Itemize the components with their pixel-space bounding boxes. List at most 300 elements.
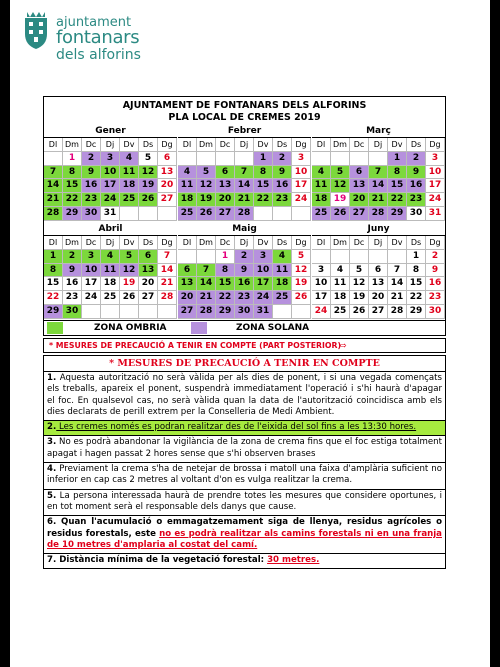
month-days — [312, 138, 445, 221]
day-cell: 26 — [331, 207, 350, 221]
weekday-header: Dj — [235, 138, 254, 152]
day-cell: 22 — [63, 193, 82, 207]
weekday-header: Dg — [426, 138, 445, 152]
day-cell: 15 — [388, 179, 407, 193]
day-cell: 20 — [139, 277, 158, 291]
day-cell: 4 — [101, 250, 120, 264]
rule-number: 1. — [47, 373, 57, 383]
month-1 — [178, 125, 311, 221]
month-2 — [312, 125, 445, 221]
rule-item-3 — [44, 436, 445, 463]
day-cell: 9 — [273, 166, 292, 180]
weekday-header: Dg — [158, 236, 177, 250]
day-cell: 28 — [388, 305, 407, 319]
empty-cell — [331, 152, 350, 166]
month-name: Març — [312, 125, 445, 138]
day-cell: 29 — [44, 305, 63, 319]
rule-emphasis: no es podrà realitzar als camins forestals ni en una franja de 10 metres d'amplaria al costat del camí. — [47, 528, 442, 550]
month-days — [44, 236, 177, 319]
day-cell: 29 — [407, 305, 426, 319]
day-cell: 17 — [82, 277, 101, 291]
weekday-header: Dj — [369, 236, 388, 250]
day-cell: 4 — [178, 166, 197, 180]
weekday-header: Dc — [82, 138, 101, 152]
ombria-label: ZONA OMBRIA — [94, 323, 167, 333]
day-cell: 18 — [312, 193, 331, 207]
day-cell: 2 — [407, 152, 426, 166]
day-cell: 9 — [82, 166, 101, 180]
empty-cell — [292, 305, 311, 319]
empty-cell — [158, 207, 177, 221]
day-cell: 5 — [350, 264, 369, 278]
empty-cell — [312, 250, 331, 264]
month-name: Abril — [44, 223, 177, 236]
month-3 — [44, 223, 177, 319]
day-cell: 15 — [63, 179, 82, 193]
day-cell: 3 — [312, 264, 331, 278]
day-cell: 16 — [407, 179, 426, 193]
weekday-header: Dv — [388, 138, 407, 152]
day-cell: 14 — [197, 277, 216, 291]
day-cell: 8 — [44, 264, 63, 278]
day-cell: 18 — [178, 193, 197, 207]
rule-item-2 — [44, 421, 445, 436]
day-cell: 10 — [292, 166, 311, 180]
day-cell: 1 — [254, 152, 273, 166]
rule-number: 7. — [47, 555, 57, 566]
day-cell: 8 — [63, 166, 82, 180]
weekday-header: Dv — [254, 236, 273, 250]
day-cell: 11 — [331, 277, 350, 291]
month-name: Gener — [44, 125, 177, 138]
day-cell: 9 — [63, 264, 82, 278]
day-cell: 14 — [158, 264, 177, 278]
empty-cell — [388, 250, 407, 264]
day-cell: 26 — [292, 291, 311, 305]
weekday-header: Dg — [292, 138, 311, 152]
day-cell: 13 — [158, 166, 177, 180]
day-cell: 3 — [82, 250, 101, 264]
solana-swatch — [191, 322, 207, 334]
day-cell: 6 — [139, 250, 158, 264]
day-cell: 3 — [101, 152, 120, 166]
day-cell: 5 — [292, 250, 311, 264]
weekday-header: Dg — [292, 236, 311, 250]
day-cell: 17 — [254, 277, 273, 291]
day-cell: 21 — [158, 277, 177, 291]
day-cell: 23 — [407, 193, 426, 207]
weekday-header: Dv — [254, 138, 273, 152]
coat-of-arms-icon — [22, 12, 50, 50]
day-cell: 20 — [178, 291, 197, 305]
day-cell: 22 — [254, 193, 273, 207]
day-cell: 21 — [388, 291, 407, 305]
weekday-header: Dl — [312, 236, 331, 250]
day-cell: 10 — [312, 277, 331, 291]
day-cell: 21 — [235, 193, 254, 207]
day-cell: 9 — [426, 264, 445, 278]
day-cell: 13 — [369, 277, 388, 291]
day-cell: 8 — [254, 166, 273, 180]
weekday-header: Dl — [312, 138, 331, 152]
day-cell: 31 — [426, 207, 445, 221]
rule-emphasis: 30 metres. — [267, 555, 320, 566]
day-cell: 2 — [82, 152, 101, 166]
day-cell: 24 — [292, 193, 311, 207]
day-cell: 13 — [178, 277, 197, 291]
weekday-header: Dj — [235, 236, 254, 250]
day-cell: 24 — [426, 193, 445, 207]
empty-cell — [273, 305, 292, 319]
day-cell: 10 — [101, 166, 120, 180]
day-cell: 3 — [254, 250, 273, 264]
empty-cell — [178, 250, 197, 264]
weekday-header: Dj — [101, 138, 120, 152]
day-cell: 11 — [312, 179, 331, 193]
rule-item-5 — [44, 490, 445, 517]
day-cell: 9 — [235, 264, 254, 278]
day-cell: 2 — [273, 152, 292, 166]
day-cell: 18 — [331, 291, 350, 305]
day-cell: 14 — [235, 179, 254, 193]
day-cell: 11 — [101, 264, 120, 278]
weekday-header: Dj — [101, 236, 120, 250]
logo-line-1: ajuntament — [56, 15, 132, 30]
day-cell: 23 — [426, 291, 445, 305]
day-cell: 7 — [388, 264, 407, 278]
day-cell: 15 — [44, 277, 63, 291]
rule-text: Aquesta autorització no serà vàlida per als dies de ponent, i si una vegada començats els treballs, apareix el ponent, suspendrà immediatament l'operació i s'hi haurà d'apagar el foc. En qualsevol cas, no serà vàlida quan la data de l'autorització coincidisca amb els dies declarats de perill extrem per la Conselleria de Medi Ambient. — [47, 373, 442, 417]
day-cell: 27 — [216, 207, 235, 221]
day-cell: 2 — [426, 250, 445, 264]
day-cell: 27 — [369, 305, 388, 319]
day-cell: 6 — [369, 264, 388, 278]
day-cell: 16 — [235, 277, 254, 291]
day-cell: 14 — [44, 179, 63, 193]
day-cell: 17 — [292, 179, 311, 193]
day-cell: 30 — [63, 305, 82, 319]
ombria-swatch — [47, 322, 63, 334]
weekday-header: Dj — [369, 138, 388, 152]
day-cell: 20 — [216, 193, 235, 207]
day-cell: 22 — [44, 291, 63, 305]
day-cell: 7 — [369, 166, 388, 180]
rule-number: 6. — [47, 517, 57, 528]
day-cell: 6 — [216, 166, 235, 180]
day-cell: 10 — [254, 264, 273, 278]
day-cell: 1 — [63, 152, 82, 166]
day-cell: 17 — [312, 291, 331, 305]
month-name: Maig — [178, 223, 311, 236]
day-cell: 12 — [120, 264, 139, 278]
day-cell: 30 — [235, 305, 254, 319]
weekday-header: Dl — [178, 236, 197, 250]
empty-cell — [312, 152, 331, 166]
day-cell: 7 — [197, 264, 216, 278]
day-cell: 21 — [44, 193, 63, 207]
day-cell: 6 — [178, 264, 197, 278]
rule-item-7 — [44, 554, 445, 568]
day-cell: 21 — [197, 291, 216, 305]
day-cell: 26 — [139, 193, 158, 207]
weekday-header: Ds — [407, 236, 426, 250]
day-cell: 28 — [158, 291, 177, 305]
day-cell: 4 — [331, 264, 350, 278]
month-days — [312, 236, 445, 319]
rule-list — [44, 372, 445, 568]
day-cell: 25 — [178, 207, 197, 221]
rules-heading: * MESURES DE PRECAUCIÓ A TENIR EN COMPTE — [44, 356, 445, 372]
day-cell: 30 — [407, 207, 426, 221]
day-cell: 27 — [178, 305, 197, 319]
day-cell: 29 — [63, 207, 82, 221]
day-cell: 27 — [139, 291, 158, 305]
day-cell: 20 — [350, 193, 369, 207]
day-cell: 15 — [254, 179, 273, 193]
day-cell: 12 — [292, 264, 311, 278]
day-cell: 15 — [216, 277, 235, 291]
logo-line-3: dels alforins — [56, 47, 141, 63]
day-cell: 3 — [426, 152, 445, 166]
day-cell: 11 — [120, 166, 139, 180]
day-cell: 10 — [426, 166, 445, 180]
day-cell: 18 — [120, 179, 139, 193]
day-cell: 4 — [273, 250, 292, 264]
weekday-header: Ds — [139, 236, 158, 250]
burning-calendar — [43, 96, 446, 336]
day-cell: 19 — [350, 291, 369, 305]
day-cell: 21 — [369, 193, 388, 207]
precaution-rules — [43, 355, 446, 569]
rule-item-1 — [44, 372, 445, 421]
rule-item-6 — [44, 516, 445, 554]
day-cell: 8 — [388, 166, 407, 180]
month-days — [44, 138, 177, 221]
day-cell: 13 — [216, 179, 235, 193]
empty-cell — [120, 207, 139, 221]
day-cell: 12 — [139, 166, 158, 180]
weekday-header: Dc — [216, 236, 235, 250]
weekday-header: Dc — [216, 138, 235, 152]
day-cell: 22 — [407, 291, 426, 305]
day-cell: 4 — [120, 152, 139, 166]
day-cell: 1 — [388, 152, 407, 166]
weekday-header: Dm — [63, 138, 82, 152]
day-cell: 8 — [407, 264, 426, 278]
day-cell: 19 — [292, 277, 311, 291]
day-cell: 19 — [331, 193, 350, 207]
weekday-header: Dm — [331, 138, 350, 152]
day-cell: 4 — [312, 166, 331, 180]
day-cell: 10 — [82, 264, 101, 278]
solana-label: ZONA SOLANA — [236, 323, 310, 333]
day-cell: 3 — [292, 152, 311, 166]
day-cell: 28 — [197, 305, 216, 319]
document-page — [10, 0, 490, 667]
day-cell: 5 — [197, 166, 216, 180]
weekday-header: Dc — [82, 236, 101, 250]
month-0 — [44, 125, 177, 221]
rule-text: No es podrà abandonar la vigilància de la zona de crema fins que el foc estiga totalment apagat i hagen passat 2 hores sense que s'hi observen brases — [47, 437, 442, 459]
empty-cell — [44, 152, 63, 166]
day-cell: 19 — [120, 277, 139, 291]
day-cell: 23 — [82, 193, 101, 207]
empty-cell — [158, 305, 177, 319]
empty-cell — [101, 305, 120, 319]
day-cell: 25 — [312, 207, 331, 221]
calendar-title: AJUNTAMENT DE FONTANARS DELS ALFORINS — [122, 100, 367, 111]
day-cell: 23 — [235, 291, 254, 305]
empty-cell — [350, 250, 369, 264]
day-cell: 11 — [178, 179, 197, 193]
precaution-note-text: * MESURES DE PRECAUCIÓ A TENIR EN COMPTE (PART POSTERIOR) — [49, 341, 342, 350]
day-cell: 31 — [254, 305, 273, 319]
day-cell: 18 — [273, 277, 292, 291]
day-cell: 26 — [350, 305, 369, 319]
day-cell: 23 — [63, 291, 82, 305]
day-cell: 14 — [388, 277, 407, 291]
arrow-right-icon: ⇨ — [340, 341, 347, 350]
empty-cell — [139, 305, 158, 319]
day-cell: 8 — [216, 264, 235, 278]
day-cell: 28 — [235, 207, 254, 221]
weekday-header: Ds — [407, 138, 426, 152]
weekday-header: Dm — [197, 138, 216, 152]
day-cell: 24 — [254, 291, 273, 305]
weekday-header: Dv — [388, 236, 407, 250]
month-5 — [312, 223, 445, 319]
day-cell: 28 — [369, 207, 388, 221]
weekday-header: Ds — [273, 138, 292, 152]
rule-text: Previament la crema s'ha de netejar de brossa i matoll una faixa d'amplària suficient no inferior en cap cas 2 metres al voltant d'on es vulga realitzar la crema. — [47, 464, 442, 486]
day-cell: 6 — [350, 166, 369, 180]
day-cell: 7 — [44, 166, 63, 180]
empty-cell — [197, 250, 216, 264]
day-cell: 6 — [158, 152, 177, 166]
day-cell: 13 — [350, 179, 369, 193]
day-cell: 1 — [407, 250, 426, 264]
day-cell: 26 — [197, 207, 216, 221]
day-cell: 16 — [426, 277, 445, 291]
day-cell: 24 — [101, 193, 120, 207]
day-cell: 7 — [158, 250, 177, 264]
rule-text: La persona interessada haurà de prendre totes les mesures que considere oportunes, i en tot moment serà el responsable dels danys que cause. — [47, 490, 442, 512]
day-cell: 29 — [388, 207, 407, 221]
month-4 — [178, 223, 311, 319]
weekday-header: Ds — [139, 138, 158, 152]
empty-cell — [235, 152, 254, 166]
empty-cell — [254, 207, 273, 221]
empty-cell — [120, 305, 139, 319]
rule-number: 5. — [47, 490, 57, 501]
day-cell: 29 — [216, 305, 235, 319]
day-cell: 30 — [82, 207, 101, 221]
weekday-header: Dl — [178, 138, 197, 152]
weekday-header: Dm — [63, 236, 82, 250]
day-cell: 9 — [407, 166, 426, 180]
weekday-header: Dm — [331, 236, 350, 250]
day-cell: 20 — [369, 291, 388, 305]
weekday-header: Dv — [120, 138, 139, 152]
day-cell: 25 — [331, 305, 350, 319]
day-cell: 5 — [120, 250, 139, 264]
day-cell: 25 — [101, 291, 120, 305]
day-cell: 5 — [139, 152, 158, 166]
day-cell: 5 — [331, 166, 350, 180]
weekday-header: Dg — [158, 138, 177, 152]
day-cell: 27 — [158, 193, 177, 207]
month-days — [178, 138, 311, 221]
day-cell: 13 — [139, 264, 158, 278]
day-cell: 16 — [82, 179, 101, 193]
month-name: Juny — [312, 223, 445, 236]
empty-cell — [331, 250, 350, 264]
empty-cell — [197, 152, 216, 166]
weekday-header: Dc — [350, 138, 369, 152]
month-name: Febrer — [178, 125, 311, 138]
weekday-header: Ds — [273, 236, 292, 250]
day-cell: 7 — [235, 166, 254, 180]
day-cell: 25 — [273, 291, 292, 305]
empty-cell — [82, 305, 101, 319]
empty-cell — [369, 250, 388, 264]
day-cell: 24 — [312, 305, 331, 319]
day-cell: 16 — [273, 179, 292, 193]
day-cell: 15 — [407, 277, 426, 291]
day-cell: 17 — [101, 179, 120, 193]
precaution-note — [43, 338, 446, 353]
day-cell: 12 — [197, 179, 216, 193]
day-cell: 1 — [216, 250, 235, 264]
rule-text: Quan l'acumulació o emmagatzemament siga de llenya, residus agrícoles o residus forestals, este — [47, 517, 442, 539]
day-cell: 18 — [101, 277, 120, 291]
rule-number: 4. — [47, 464, 57, 475]
day-cell: 2 — [235, 250, 254, 264]
zone-legend — [44, 320, 445, 336]
empty-cell — [369, 152, 388, 166]
weekday-header: Dv — [120, 236, 139, 250]
day-cell: 14 — [369, 179, 388, 193]
empty-cell — [273, 207, 292, 221]
day-cell: 31 — [101, 207, 120, 221]
logo-line-2: fontanars — [56, 27, 140, 48]
day-cell: 16 — [63, 277, 82, 291]
day-cell: 17 — [426, 179, 445, 193]
month-days — [178, 236, 311, 319]
rule-number: 3. — [47, 437, 57, 448]
day-cell: 19 — [197, 193, 216, 207]
day-cell: 2 — [63, 250, 82, 264]
day-cell: 25 — [120, 193, 139, 207]
day-cell: 26 — [120, 291, 139, 305]
rule-text: Les cremes només es podran realitzar des de l'eixida del sol fins a les 13:30 hores. — [56, 422, 417, 433]
day-cell: 12 — [350, 277, 369, 291]
empty-cell — [350, 152, 369, 166]
day-cell: 28 — [44, 207, 63, 221]
empty-cell — [292, 207, 311, 221]
municipality-logo — [22, 10, 202, 70]
rule-text: Distància mínima de la vegetació forestal: — [56, 555, 268, 566]
day-cell: 20 — [158, 179, 177, 193]
day-cell: 23 — [273, 193, 292, 207]
day-cell: 12 — [331, 179, 350, 193]
day-cell: 22 — [216, 291, 235, 305]
day-cell: 1 — [44, 250, 63, 264]
empty-cell — [216, 152, 235, 166]
day-cell: 24 — [82, 291, 101, 305]
weekday-header: Dc — [350, 236, 369, 250]
weekday-header: Dl — [44, 138, 63, 152]
